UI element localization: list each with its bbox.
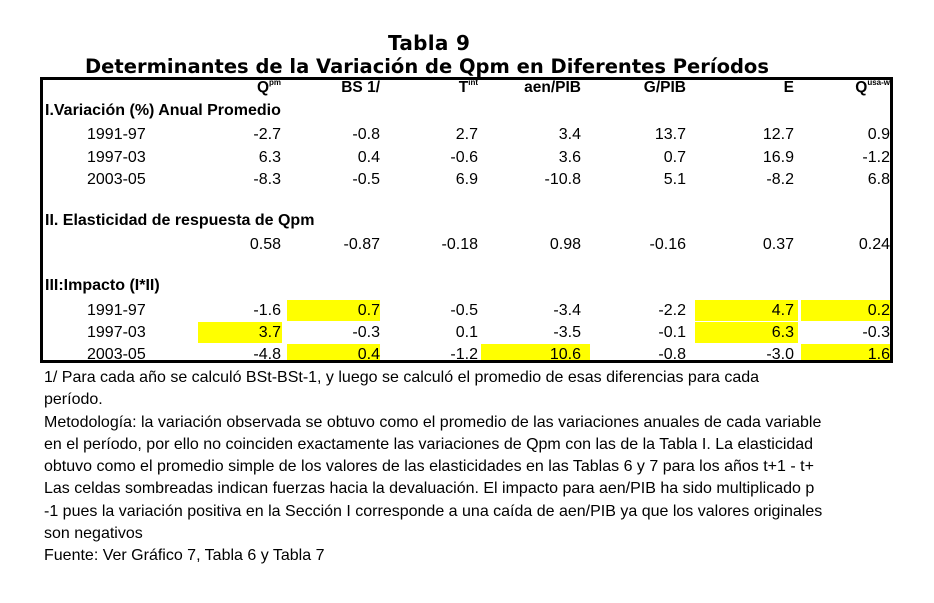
table-cell: -0.16 <box>649 236 686 253</box>
table-cell: -10.8 <box>544 171 581 188</box>
row-period-label: 1991-97 <box>87 302 146 319</box>
table-cell: 6.3 <box>258 149 281 166</box>
table-cell: 0.7 <box>663 149 686 166</box>
table-cell: 16.9 <box>762 149 794 166</box>
table-cell: 3.6 <box>558 149 581 166</box>
column-header-label: G/PIB <box>643 79 686 96</box>
table-cell: 12.7 <box>762 126 794 143</box>
section-1-label: I.Variación (%) Anual Promedio <box>45 102 281 119</box>
table-cell: -3.0 <box>766 346 794 363</box>
data-table <box>40 77 893 363</box>
table-cell: 0.37 <box>762 236 794 253</box>
table-cell: -0.3 <box>352 324 380 341</box>
table-cell: -0.18 <box>441 236 478 253</box>
note-line: en el período, por ello no coinciden exactamente las variaciones de Qpm con las de la Tabla I. La elasticidad <box>44 435 814 453</box>
table-cell: 0.7 <box>357 302 380 319</box>
table-cell: 0.9 <box>867 126 890 143</box>
column-header <box>524 79 581 97</box>
column-header <box>784 79 794 97</box>
column-header-label: BS 1/ <box>341 79 380 96</box>
table-subtitle: Determinantes de la Variación de Qpm en Diferentes Períodos <box>85 55 769 78</box>
table-cell: -1.2 <box>862 149 890 166</box>
table-cell: -0.5 <box>352 171 380 188</box>
note-line: son negativos <box>44 525 143 543</box>
table-cell: 6.9 <box>455 171 478 188</box>
column-header-superscript: pm <box>269 78 281 87</box>
table-cell: 13.7 <box>654 126 686 143</box>
column-header-label: Q <box>256 79 269 96</box>
table-cell: -0.8 <box>352 126 380 143</box>
note-line: -1 pues la variación positiva en la Sección I corresponde a una caída de aen/PIB ya que los valores originales <box>44 502 823 520</box>
note-line: período. <box>44 391 103 409</box>
column-header-label: E <box>783 79 794 96</box>
row-period-label: 2003-05 <box>87 171 146 188</box>
table-cell: 0.98 <box>549 236 581 253</box>
table-cell: 0.58 <box>249 236 281 253</box>
table-cell: 0.4 <box>357 346 380 363</box>
column-header <box>855 79 890 97</box>
note-line: 1/ Para cada año se calculó BSt-BSt-1, y luego se calculó el promedio de esas diferencias para cada <box>44 369 760 386</box>
row-period-label: 1997-03 <box>87 324 146 341</box>
table-cell: 4.7 <box>771 302 794 319</box>
table-cell: -1.2 <box>450 346 478 363</box>
table-cell: -0.8 <box>658 346 686 363</box>
column-header <box>341 79 380 97</box>
note-line: Metodología: la variación observada se obtuvo como el promedio de las variaciones anuales de cada variable <box>44 413 822 431</box>
table-cell: 0.4 <box>357 149 380 166</box>
column-header-superscript: usa-w <box>867 78 890 87</box>
table-cell: -4.8 <box>253 346 281 363</box>
table-cell: 0.1 <box>455 324 478 341</box>
table-title: Tabla 9 <box>388 31 471 55</box>
row-period-label: 1991-97 <box>87 126 146 143</box>
column-header-label: aen/PIB <box>524 79 581 96</box>
table-cell: 6.3 <box>771 324 794 341</box>
column-header <box>459 79 478 97</box>
table-cell: 3.4 <box>558 126 581 143</box>
table-cell: 1.6 <box>867 346 890 363</box>
table-cell: 0.24 <box>858 236 890 253</box>
table-cell: -0.87 <box>343 236 380 253</box>
table-cell: -2.2 <box>658 302 686 319</box>
table-cell: 6.8 <box>867 171 890 188</box>
table-cell: -0.3 <box>862 324 890 341</box>
column-header-label: T <box>458 79 469 96</box>
column-header <box>257 79 281 97</box>
table-cell: 10.6 <box>549 346 581 363</box>
table-cell: -0.1 <box>658 324 686 341</box>
table-cell: 2.7 <box>455 126 478 143</box>
table-cell: -0.6 <box>450 149 478 166</box>
table-cell: -1.6 <box>253 302 281 319</box>
note-line: obtuvo como el promedio simple de los valores de las elasticidades en las Tablas 6 y 7 para los años t+1 - t+ <box>44 458 814 476</box>
section-2-label: II. Elasticidad de respuesta de Qpm <box>45 212 315 229</box>
table-cell: -8.3 <box>253 171 281 188</box>
table-cell: 5.1 <box>663 171 686 188</box>
table-notes <box>44 367 896 568</box>
column-header <box>644 79 686 97</box>
table-cell: 0.2 <box>867 302 890 319</box>
row-period-label: 1997-03 <box>87 149 146 166</box>
column-header-superscript: int <box>468 78 478 87</box>
note-line: Fuente: Ver Gráfico 7, Tabla 6 y Tabla 7 <box>44 547 325 565</box>
table-cell: -3.5 <box>553 324 581 341</box>
table-cell: -2.7 <box>253 126 281 143</box>
table-cell: 3.7 <box>258 324 281 341</box>
table-cell: -3.4 <box>553 302 581 319</box>
table-cell: -8.2 <box>766 171 794 188</box>
section-3-label: III:Impacto (I*II) <box>45 277 160 294</box>
table-cell: -0.5 <box>450 302 478 319</box>
note-line: Las celdas sombreadas indican fuerzas hacia la devaluación. El impacto para aen/PIB ha sido multiplicado p <box>44 480 815 498</box>
row-period-label: 2003-05 <box>87 346 146 363</box>
column-header-label: Q <box>855 79 868 96</box>
